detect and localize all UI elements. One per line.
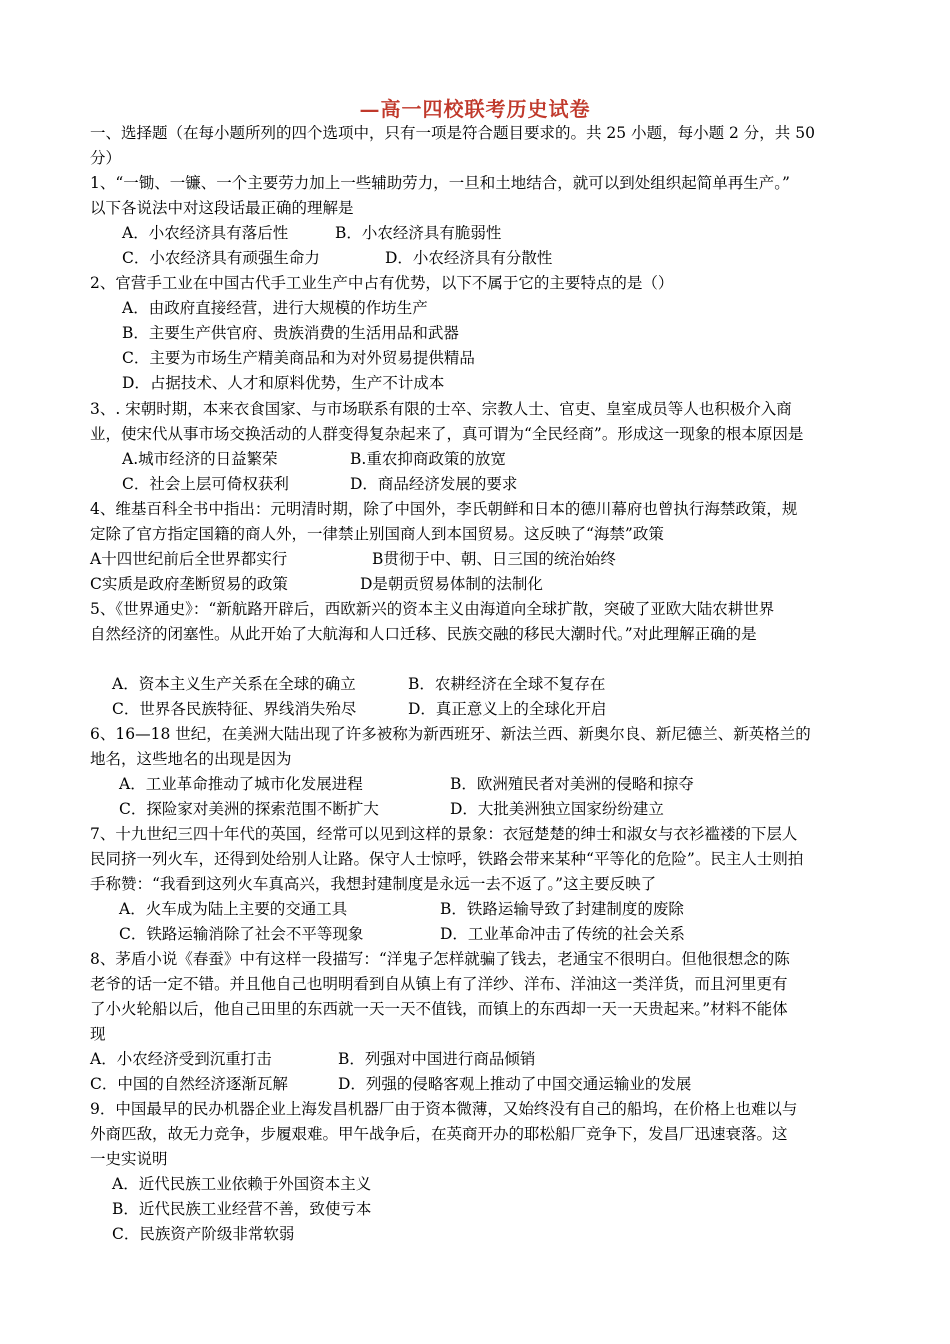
q6-stem: 6、16—18 世纪，在美洲大陆出现了许多被称为新西班牙、新法兰西、新奥尔良、新尼德兰、新英格兰的 bbox=[90, 725, 811, 743]
q3-stem: 3、. 宋朝时期，本来衣食国家、与市场联系有限的士卒、宗教人士、官吏、皇室成员等人也积极介入商 bbox=[90, 400, 792, 418]
section-instructions-cont: 分） bbox=[90, 149, 122, 167]
q6-option-d: D．大批美洲独立国家纷纷建立 bbox=[450, 800, 664, 818]
q5-option-a: A．资本主义生产关系在全球的确立 bbox=[112, 675, 356, 693]
q6-option-c: C．探险家对美洲的探索范围不断扩大 bbox=[119, 800, 379, 818]
q6-option-b: B．欧洲殖民者对美洲的侵略和掠夺 bbox=[450, 775, 694, 793]
q2-stem: 2、官营手工业在中国古代手工业生产中占有优势，以下不属于它的主要特点的是（） bbox=[90, 274, 674, 292]
q3-stem-cont: 业，使宋代从事市场交换活动的人群变得复杂起来了，真可谓为“全民经商”。形成这一现象的根本原因是 bbox=[90, 425, 804, 443]
q1-option-b: B．小农经济具有脆弱性 bbox=[335, 224, 502, 242]
q1-stem-cont: 以下各说法中对这段话最正确的理解是 bbox=[90, 199, 354, 217]
q7-option-d: D．工业革命冲击了传统的社会关系 bbox=[440, 925, 685, 943]
q2-option-c: C．主要为市场生产精美商品和为对外贸易提供精品 bbox=[122, 349, 475, 367]
q6-stem-cont: 地名，这些地名的出现是因为 bbox=[90, 750, 292, 768]
q3-option-b: B.重农抑商政策的放宽 bbox=[350, 450, 506, 468]
section-instructions: 一、选择题（在每小题所列的四个选项中，只有一项是符合题目要求的。共 25 小题，每小题 2 分，共 50 bbox=[90, 124, 815, 142]
q5-option-b: B．农耕经济在全球不复存在 bbox=[408, 675, 606, 693]
q9-option-a: A．近代民族工业依赖于外国资本主义 bbox=[112, 1175, 372, 1193]
q3-option-a: A.城市经济的日益繁荣 bbox=[122, 450, 278, 468]
q4-option-d: D是朝贡贸易体制的法制化 bbox=[360, 575, 543, 593]
q7-stem-cont2: 手称赞：“我看到这列火车真高兴，我想封建制度是永远一去不返了。”这主要反映了 bbox=[90, 875, 657, 893]
q7-stem-cont: 民同挤一列火车，还得到处给别人让路。保守人士惊呼，铁路会带来某种“平等化的危险”。民主人士则拍 bbox=[90, 850, 804, 868]
q1-option-d: D．小农经济具有分散性 bbox=[385, 249, 553, 267]
q5-stem: 5、《世界通史》：“新航路开辟后，西欧新兴的资本主义由海道向全球扩散，突破了亚欧大陆农耕世界 bbox=[90, 600, 775, 618]
q7-option-c: C．铁路运输消除了社会不平等现象 bbox=[119, 925, 364, 943]
q8-stem-cont: 老爷的话一定不错。并且他自己也明明看到自从镇上有了洋纱、洋布、洋油这一类洋货，而且河里更有 bbox=[90, 975, 788, 993]
q1-option-a: A．小农经济具有落后性 bbox=[122, 224, 289, 242]
q9-option-b: B．近代民族工业经营不善，致使亏本 bbox=[112, 1200, 372, 1218]
q4-option-a: A十四世纪前后全世界都实行 bbox=[90, 550, 288, 568]
q5-option-d: D．真正意义上的全球化开启 bbox=[408, 700, 607, 718]
q8-stem: 8、茅盾小说《春蚕》中有这样一段描写：“洋鬼子怎样就骗了钱去，老通宝不很明白。但他很想念的陈 bbox=[90, 950, 790, 968]
q8-option-c: C．中国的自然经济逐渐瓦解 bbox=[90, 1075, 288, 1093]
q4-stem-cont: 定除了官方指定国籍的商人外，一律禁止别国商人到本国贸易。这反映了“海禁”政策 bbox=[90, 525, 664, 543]
q8-option-b: B．列强对中国进行商品倾销 bbox=[338, 1050, 536, 1068]
q8-option-d: D．列强的侵略客观上推动了中国交通运输业的发展 bbox=[338, 1075, 692, 1093]
q9-option-c: C．民族资产阶级非常软弱 bbox=[112, 1225, 295, 1243]
q8-option-a: A．小农经济受到沉重打击 bbox=[90, 1050, 272, 1068]
q5-option-c: C．世界各民族特征、界线消失殆尽 bbox=[112, 700, 357, 718]
q1-option-c: C．小农经济具有顽强生命力 bbox=[122, 249, 320, 267]
q9-stem-cont2: 一史实说明 bbox=[90, 1150, 168, 1168]
q4-stem: 4、维基百科全书中指出：元明清时期，除了中国外，李氏朝鲜和日本的德川幕府也曾执行海禁政策，规 bbox=[90, 500, 798, 518]
q8-stem-cont2: 了小火轮船以后，他自己田里的东西就一天一天不值钱，而镇上的东西却一天一天贵起来。”材料不能体 bbox=[90, 1000, 788, 1018]
q3-option-d: D．商品经济发展的要求 bbox=[350, 475, 518, 493]
q2-option-a: A．由政府直接经营，进行大规模的作坊生产 bbox=[122, 299, 428, 317]
q7-option-b: B．铁路运输导致了封建制度的废除 bbox=[440, 900, 684, 918]
q3-option-c: C．社会上层可倚权获利 bbox=[122, 475, 289, 493]
q5-stem-cont: 自然经济的闭塞性。从此开始了大航海和人口迁移、民族交融的移民大潮时代。”对此理解正确的是 bbox=[90, 625, 757, 643]
q7-stem: 7、十九世纪三四十年代的英国，经常可以见到这样的景象：衣冠楚楚的绅士和淑女与衣衫褴褛的下层人 bbox=[90, 825, 798, 843]
q6-option-a: A．工业革命推动了城市化发展进程 bbox=[119, 775, 363, 793]
q7-option-a: A．火车成为陆上主要的交通工具 bbox=[119, 900, 348, 918]
q9-stem-cont: 外商匹敌，故无力竞争，步履艰难。甲午战争后，在英商开办的耶松船厂竞争下，发昌厂迅速衰落。这 bbox=[90, 1125, 788, 1143]
q2-option-d: D．占据技术、人才和原料优势，生产不计成本 bbox=[122, 374, 445, 392]
q4-option-c: C实质是政府垄断贸易的政策 bbox=[90, 575, 288, 593]
page-title: —高一四校联考历史试卷 bbox=[359, 97, 591, 121]
q1-stem: 1、“一锄、一镰、一个主要劳力加上一些辅助劳力，一旦和土地结合，就可以到处组织起简单再生产。” bbox=[90, 174, 790, 192]
q2-option-b: B．主要生产供官府、贵族消费的生活用品和武器 bbox=[122, 324, 459, 342]
q8-stem-cont3: 现 bbox=[90, 1025, 106, 1043]
q9-stem: 9．中国最早的民办机器企业上海发昌机器厂由于资本微薄，又始终没有自己的船坞，在价格上也难以与 bbox=[90, 1100, 798, 1118]
q4-option-b: B贯彻于中、朝、日三国的统治始终 bbox=[372, 550, 616, 568]
